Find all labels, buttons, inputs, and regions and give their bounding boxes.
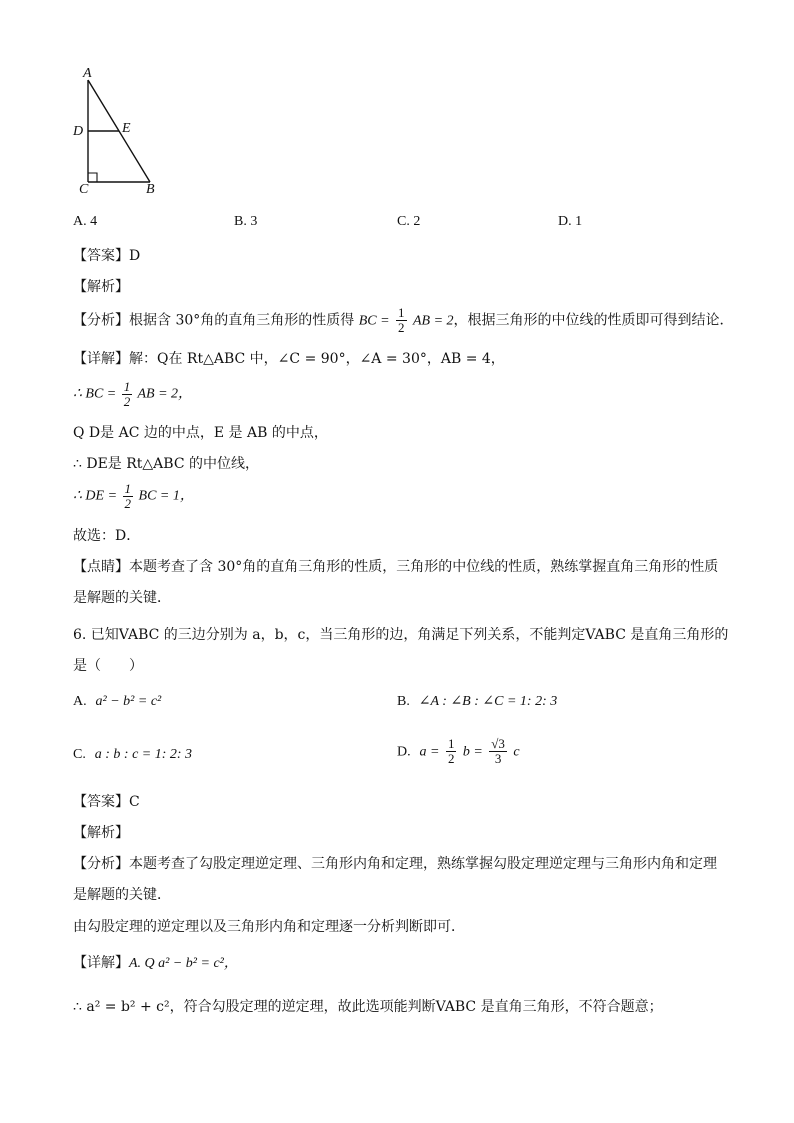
q5-option-d: D. 1 (558, 214, 583, 229)
fenxi-text-2: ，根据三角形的中位线的性质即可得到结论． (453, 312, 734, 329)
q5-detail-line5: ∴ DE = $\frac{1}{2}$ BC = 1， (73, 481, 194, 511)
q6-option-c: C. a : b : c = 1: 2: 3 (73, 747, 193, 762)
q5-dianjing-line2: 是解题的关键． (73, 590, 171, 606)
q6-fenxi-line3: 由勾股定理的逆定理以及三角形内角和定理逐一分析判断即可． (73, 919, 465, 935)
q5-detail-line6: 故选：D． (73, 528, 141, 544)
q5-dianjing-line1: 【点睛】本题考查了含 30°角的直角三角形的性质，三角形的中位线的性质，熟练掌握直角三角形的性质 (73, 559, 719, 575)
label-c: C (79, 182, 89, 197)
fraction-half: $\frac{1}{2}$ (398, 305, 405, 335)
label-e: E (122, 121, 131, 136)
q6-analysis-header: 【解析】 (73, 825, 129, 841)
fenxi-eq-rhs: AB = 2 (412, 313, 454, 329)
q6-option-b: B. ∠A : ∠B : ∠C = 1: 2: 3 (397, 694, 558, 709)
q6-fenxi-line2: 是解题的关键． (73, 887, 171, 903)
q6-stem-line2: 是（ ） (73, 658, 143, 674)
fenxi-tag: 【分析】 (73, 312, 129, 329)
q5-option-a: A. 4 (73, 214, 98, 229)
q5-detail-line3: Q D是 AC 边的中点，E 是 AB 的中点， (73, 425, 328, 441)
q5-option-b: B. 3 (234, 214, 258, 229)
q5-detail-line2: ∴ BC = $\frac{1}{2}$ AB = 2， (73, 379, 193, 409)
fenxi-text-1: 根据含 30°角的直角三角形的性质得 (129, 312, 355, 329)
q6-fenxi-line1: 【分析】本题考查了勾股定理逆定理、三角形内角和定理，熟练掌握勾股定理逆定理与三角形内角和定理 (73, 856, 717, 872)
fraction-root3-over-3: $\frac{√3}{3}$ (491, 736, 505, 766)
q6-option-d: D. a = $\frac{1}{2}$ b = $\frac{√3}{3}$ c (397, 736, 520, 766)
fraction-half: $\frac{1}{2}$ (123, 379, 131, 409)
fraction-half: $\frac{1}{2}$ (447, 736, 455, 766)
label-d: D (73, 124, 84, 139)
label-a: A (83, 66, 92, 81)
q6-option-a: A. a² − b² = c² (73, 694, 162, 709)
q6-detail-line1: 【详解】A. Q a² − b² = c²， (73, 955, 238, 971)
q5-detail-line1: 【详解】解：Q在 Rt△ABC 中，∠C = 90°，∠A = 30°，AB = 4， (73, 351, 505, 367)
right-angle-mark (88, 173, 97, 182)
q5-answer: 【答案】D (73, 248, 141, 264)
q5-analysis-header: 【解析】 (73, 279, 129, 295)
q6-answer: 【答案】C (73, 794, 140, 810)
q6-stem-line1: 6. 已知VABC 的三边分别为 a，b，c，当三角形的边，角满足下列关系，不能判定VABC 是直角三角形的 (73, 627, 729, 643)
fenxi-eq-lhs: BC = (358, 313, 390, 329)
q5-option-c: C. 2 (397, 214, 421, 229)
q5-detail-line4: ∴ DE是 Rt△ABC 的中位线， (73, 456, 260, 472)
fraction-half: $\frac{1}{2}$ (124, 481, 132, 511)
q5-fenxi (73, 306, 734, 335)
q6-detail-line2: ∴ a² = b² + c²，符合勾股定理的逆定理，故此选项能判断VABC 是直角三角形，不符合题意； (73, 999, 663, 1015)
label-b: B (146, 182, 155, 197)
